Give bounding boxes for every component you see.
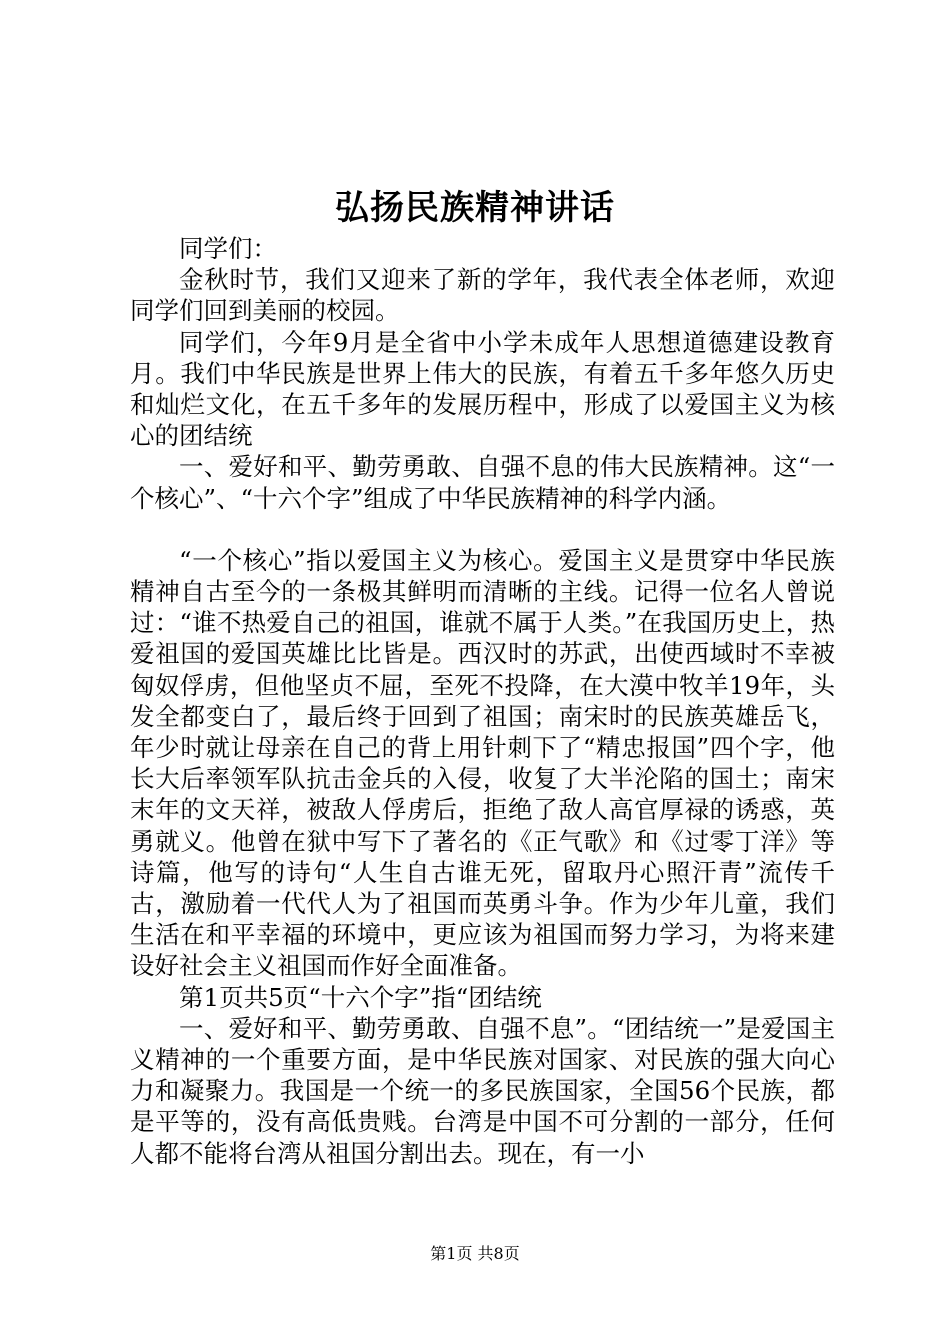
paragraph-welcome: 金秋时节，我们又迎来了新的学年，我代表全体老师，欢迎同学们回到美丽的校园。 <box>130 265 835 326</box>
document-body <box>130 233 835 1169</box>
paragraph-one-core: “一个核心”指以爱国主义为核心。爱国主义是贯穿中华民族精神自古至今的一条极其鲜明而清晰的主线。记得一位名人曾说过：“谁不热爱自己的祖国，谁就不属于人类。”在我国历史上，热爱祖国的爱国英雄比比皆是。西汉时的苏武，出使西域时不幸被匈奴俘虏，但他坚贞不屈，至死不投降，在大漠中牧羊19年，头发全都变白了，最后终于回到了祖国；南宋时的民族英雄岳飞，年少时就让母亲在自己的背上用针刺下了“精忠报国”四个字，他长大后率领军队抗击金兵的入侵，收复了大半沦陷的国土；南宋末年的文天祥，被敌人俘虏后，拒绝了敌人高官厚禄的诱惑，英勇就义。他曾在狱中写下了著名的《正气歌》和《过零丁洋》等诗篇，他写的诗句“人生自古谁无死，留取丹心照汗青”流传千古，激励着一代代人为了祖国而英勇斗争。作为少年儿童，我们生活在和平幸福的环境中，更应该为祖国而努力学习，为将来建设好社会主义祖国而作好全面准备。 <box>130 545 835 981</box>
page-number-footer: 第1页 共8页 <box>430 1244 520 1263</box>
paragraph-greeting: 同学们： <box>179 234 277 263</box>
paragraph-page-marker: 第1页共5页“十六个字”指“团结统 <box>179 982 542 1012</box>
paragraph-sixteen-chars: 一、爱好和平、勤劳勇敢、自强不息”。“团结统一”是爱国主义精神的一个重要方面，是中华民族对国家、对民族的强大向心力和凝聚力。我国是一个统一的多民族国家，全国56个民族，都是平等的，没有高低贵贱。台湾是中国不可分割的一部分，任何人都不能将台湾从祖国分割出去。现在，有一小 <box>130 1013 835 1168</box>
document-title: 弘扬民族精神讲话 <box>335 188 615 228</box>
paragraph-national-spirit: 一、爱好和平、勤劳勇敢、自强不息的伟大民族精神。这“一个核心”、“十六个字”组成了中华民族精神的科学内涵。 <box>130 452 835 513</box>
paragraph-education-month: 同学们，今年9月是全省中小学未成年人思想道德建设教育月。我们中华民族是世界上伟大的民族，有着五千多年悠久历史和灿烂文化，在五千多年的发展历程中，形成了以爱国主义为核心的团结统 <box>130 327 835 451</box>
